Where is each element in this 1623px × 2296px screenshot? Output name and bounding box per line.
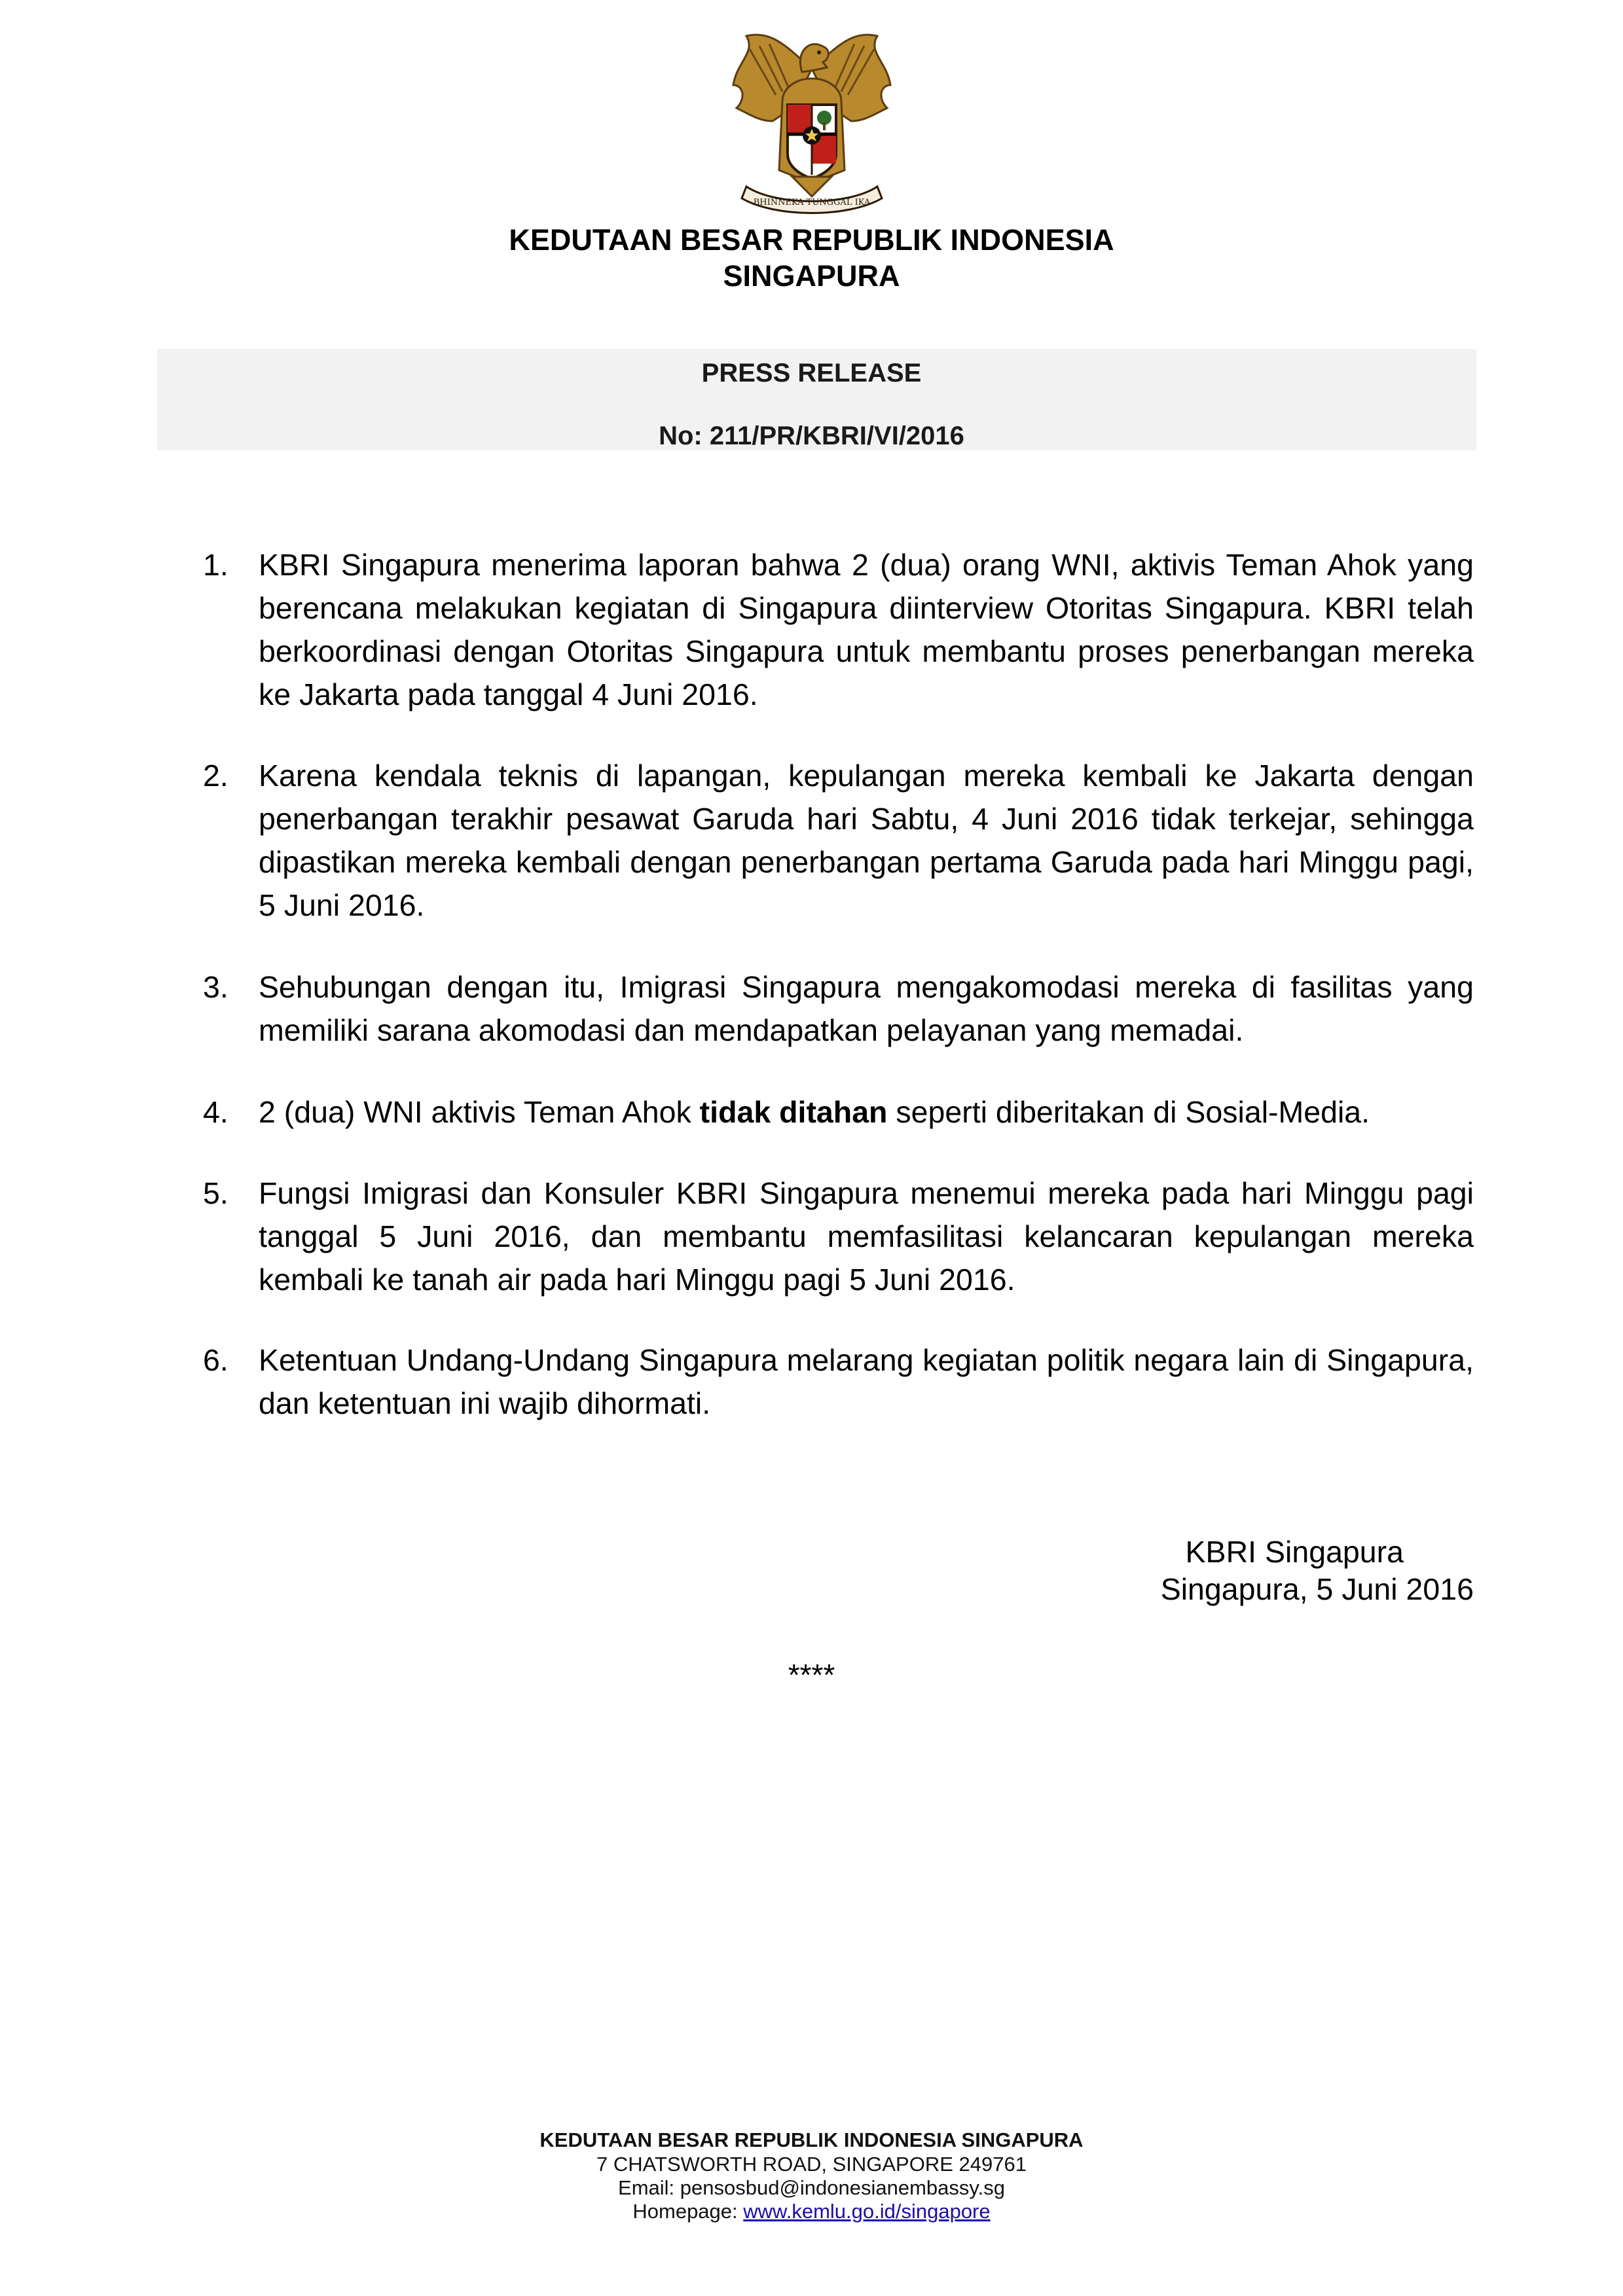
footer-org: KEDUTAAN BESAR REPUBLIK INDONESIA SINGAPURA — [539, 2128, 1084, 2151]
list-item — [203, 1338, 1474, 1425]
signature-org: KBRI Singapura — [1185, 1535, 1404, 1569]
item4-text-start: 2 (dua) WNI aktivis Teman Ahok — [259, 1095, 700, 1129]
list-item-text: Ketentuan Undang-Undang Singapura melarang kegiatan politik negara lain di Singapura, dan ketentuan ini wajib dihormati. — [259, 1343, 1474, 1420]
separator: **** — [788, 1658, 835, 1692]
list-item-text: Sehubungan dengan itu, Imigrasi Singapura mengakomodasi mereka di fasilitas yang memiliki sarana akomodasi dan mendapatkan pelayanan yang memadai. — [259, 970, 1474, 1047]
list-item-text: Fungsi Imigrasi dan Konsuler KBRI Singapura menemui mereka pada hari Minggu pagi tanggal 5 Juni 2016, dan membantu memfasilitasi kelancaran kepulangan mereka kembali ke tanah air pada hari Minggu pagi 5 Juni 2016. — [259, 1176, 1474, 1297]
garuda-emblem — [710, 23, 913, 216]
item4-emphasis: tidak ditahan — [699, 1095, 888, 1129]
footer-address: 7 CHATSWORTH ROAD, SINGAPORE 249761 — [596, 2153, 1027, 2176]
list-item-text — [259, 1090, 1474, 1134]
list-item-number: 5. — [203, 1176, 228, 1210]
list-item — [203, 1090, 1474, 1134]
list-item-number: 3. — [203, 970, 228, 1004]
list-item-number: 2. — [203, 759, 228, 793]
list-item-text: Karena kendala teknis di lapangan, kepulangan mereka kembali ke Jakarta dengan penerbangan terakhir pesawat Garuda hari Sabtu, 4 Juni 2016 tidak terkejar, sehingga dipastikan mereka kembali dengan penerbangan pertama Garuda pada hari Minggu pagi, 5 Juni 2016. — [259, 759, 1474, 922]
list-item — [203, 754, 1474, 927]
footer-email: Email: pensosbud@indonesianembassy.sg — [618, 2176, 1005, 2199]
embassy-city: SINGAPURA — [723, 259, 900, 293]
list-item-number: 4. — [203, 1095, 228, 1129]
list-item-number: 6. — [203, 1343, 228, 1377]
list-item — [203, 543, 1474, 716]
press-release-number: No: 211/PR/KBRI/VI/2016 — [659, 422, 964, 450]
emblem-motto: BHINNEKA TUNGGAL IKA — [753, 198, 871, 207]
press-release-label: PRESS RELEASE — [701, 359, 922, 387]
list-item-number: 1. — [203, 548, 228, 582]
signature-place-date: Singapura, 5 Juni 2016 — [1160, 1572, 1474, 1606]
list-item — [203, 1172, 1474, 1301]
homepage-link[interactable]: www.kemlu.go.id/singapore — [743, 2200, 991, 2223]
list-item — [203, 965, 1474, 1052]
list-item-text: KBRI Singapura menerima laporan bahwa 2 (dua) orang WNI, aktivis Teman Ahok yang berencana melakukan kegiatan di Singapura diinterview Otoritas Singapura. KBRI telah berkoordinasi dengan Otoritas Singapura untuk membantu proses penerbangan mereka ke Jakarta pada tanggal 4 Juni 2016. — [259, 548, 1474, 711]
footer-homepage-label: Homepage: — [632, 2200, 744, 2223]
footer-homepage — [0, 2200, 1623, 2223]
embassy-title: KEDUTAAN BESAR REPUBLIK INDONESIA — [509, 223, 1114, 257]
item4-text-end: seperti diberitakan di Sosial-Media. — [887, 1095, 1370, 1129]
